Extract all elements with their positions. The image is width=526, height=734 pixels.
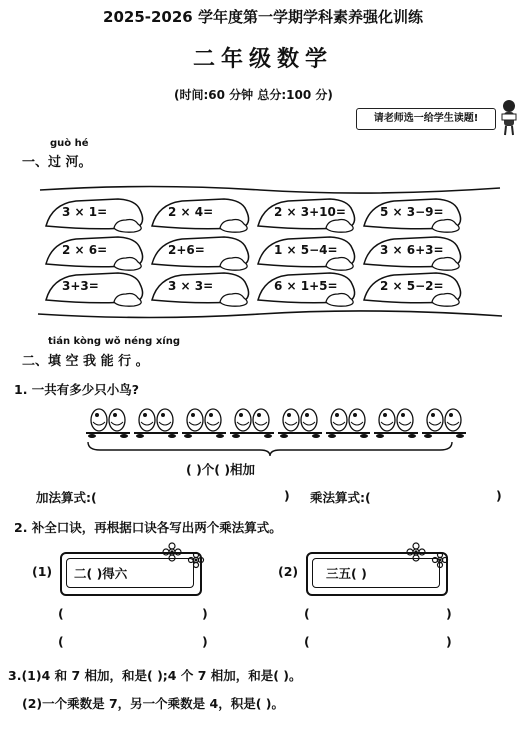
q3-line1: 3.(1)4 和 7 相加，和是( );4 个 7 相加，和是( )。 <box>8 668 302 683</box>
add-formula-close: ) <box>284 488 290 503</box>
section1-pinyin: guò hé <box>50 138 89 149</box>
q2-right-number: (2) <box>278 564 299 579</box>
bird-pair-icon <box>134 402 178 442</box>
answer-paren-open: ( <box>58 606 64 621</box>
stone <box>42 234 154 272</box>
stone <box>360 196 472 234</box>
answer-paren-close: ) <box>446 606 452 621</box>
stone-expression: 3+3= <box>62 279 99 293</box>
section2-title: 二、填 空 我 能 行 。 <box>22 354 149 369</box>
stone <box>148 196 260 234</box>
answer-paren-open: ( <box>58 634 64 649</box>
stone-expression: 6 × 1+5= <box>274 279 338 293</box>
mul-formula-label: 乘法算式:( <box>310 490 371 505</box>
q1-label: 1. 一共有多少只小鸟? <box>14 382 140 397</box>
stone <box>360 270 472 308</box>
reminder-box: 请老师选一给学生读题! <box>356 108 496 130</box>
q1-fill-line: ( )个( )相加 <box>186 462 256 477</box>
mul-formula-close: ) <box>496 488 502 503</box>
q2-left-number: (1) <box>32 564 53 579</box>
time-score-info: (时间:60 分钟 总分:100 分) <box>174 88 333 102</box>
document-title: 2025-2026 学年度第一学期学科素养强化训练 <box>103 8 423 26</box>
section2-pinyin: tián kòng wǒ néng xíng <box>48 336 180 347</box>
stone-expression: 5 × 3−9= <box>380 205 444 219</box>
stone <box>254 270 366 308</box>
q3-line2: (2)一个乘数是 7，另一个乘数是 4，积是( )。 <box>22 696 285 711</box>
answer-paren-close: ) <box>202 606 208 621</box>
stone <box>360 234 472 272</box>
q2-label: 2. 补全口诀，再根据口诀各写出两个乘法算式。 <box>14 520 282 535</box>
stone <box>254 234 366 272</box>
answer-paren-open: ( <box>304 606 310 621</box>
stone-expression: 2 × 6= <box>62 243 108 257</box>
bird-pair-icon <box>326 402 370 442</box>
stone-expression: 3 × 6+3= <box>380 243 444 257</box>
bird-pair-icon <box>422 402 466 442</box>
bird-pair-icon <box>86 402 130 442</box>
bird-pair-icon <box>230 402 274 442</box>
stone-expression: 1 × 5−4= <box>274 243 338 257</box>
stone-expression: 2 × 3+10= <box>274 205 346 219</box>
stone <box>148 234 260 272</box>
answer-paren-close: ) <box>446 634 452 649</box>
stone <box>42 270 154 308</box>
stone <box>254 196 366 234</box>
subject-title: 二年级数学 <box>192 47 333 72</box>
bird-pair-icon <box>374 402 418 442</box>
stone-expression: 3 × 1= <box>62 205 108 219</box>
stone-expression: 2 × 4= <box>168 205 214 219</box>
stone-expression: 2 × 5−2= <box>380 279 444 293</box>
section1-title: 一、过 河。 <box>22 155 92 170</box>
stone <box>148 270 260 308</box>
q2-left-rhyme: 二( )得六 <box>74 566 128 581</box>
answer-paren-close: ) <box>202 634 208 649</box>
bird-pair-icon <box>182 402 226 442</box>
stone <box>42 196 154 234</box>
bracket-line <box>80 440 460 458</box>
stone-expression: 3 × 3= <box>168 279 214 293</box>
answer-paren-open: ( <box>304 634 310 649</box>
flower-icon <box>160 542 208 572</box>
stone-expression: 2+6= <box>168 243 205 257</box>
add-formula-label: 加法算式:( <box>36 490 97 505</box>
flower-icon <box>404 542 452 572</box>
bird-pair-icon <box>278 402 322 442</box>
q2-right-rhyme: 三五( ) <box>326 566 367 581</box>
